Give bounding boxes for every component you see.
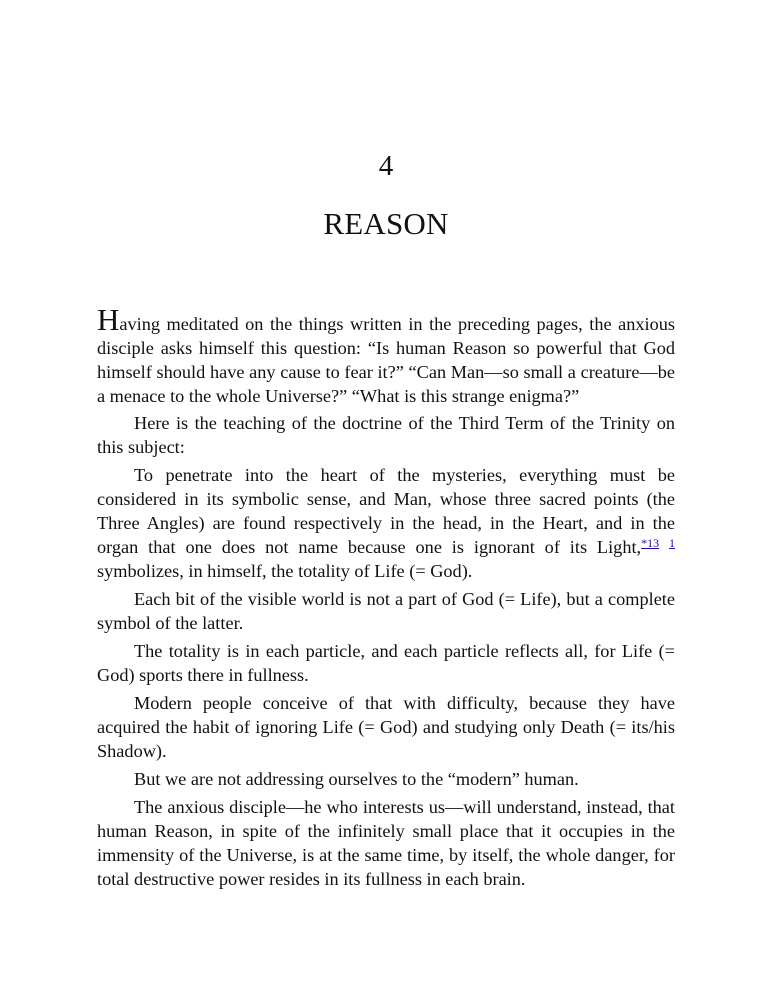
chapter-title: REASON [323, 206, 449, 241]
footnote-link-number[interactable]: 1 [669, 536, 675, 550]
footnote-link-star[interactable]: *13 [641, 536, 660, 550]
paragraph-4: Each bit of the visible world is not a part of God (= Life), but a complete symbol of the latter. [97, 589, 675, 633]
drop-cap: H [97, 302, 120, 337]
paragraph-1-text: aving meditated on the things written in the preceding pages, the anxious disciple asks himself this question: “Is human Reason so powerful that God himself should have any cause to fear it?” “Can Man—so small a creature—be a menace to the whole Universe?” “What is this strange enigma?” [97, 314, 675, 406]
paragraph-7: But we are not addressing ourselves to the “modern” human. [134, 769, 579, 789]
paragraph-3-text-after: symbolizes, in himself, the totality of Life (= God). [97, 561, 473, 581]
paragraph-3 [97, 463, 675, 583]
paragraph-5: The totality is in each particle, and each particle reflects all, for Life (= God) sports there in fullness. [97, 641, 675, 685]
paragraph-8: The anxious disciple—he who interests us—will understand, instead, that human Reason, in spite of the infinitely small place that it occupies in the immensity of the Universe, is at the same time, by itself, the whole danger, for total destructive power resides in its fullness in each brain. [97, 797, 675, 889]
paragraph-1 [97, 302, 675, 408]
chapter-body [97, 302, 675, 895]
paragraph-3-text-before: To penetrate into the heart of the mysteries, everything must be considered in its symbolic sense, and Man, whose three sacred points (the Three Angles) are found respectively in the head, in the Heart, and in the organ that one does not name because one is ignorant of its Light, [97, 465, 675, 557]
paragraph-2: Here is the teaching of the doctrine of the Third Term of the Trinity on this subject: [97, 413, 675, 457]
chapter-number: 4 [378, 150, 394, 182]
paragraph-6: Modern people conceive of that with difficulty, because they have acquired the habit of ignoring Life (= God) and studying only Death (= its/his Shadow). [97, 693, 675, 761]
